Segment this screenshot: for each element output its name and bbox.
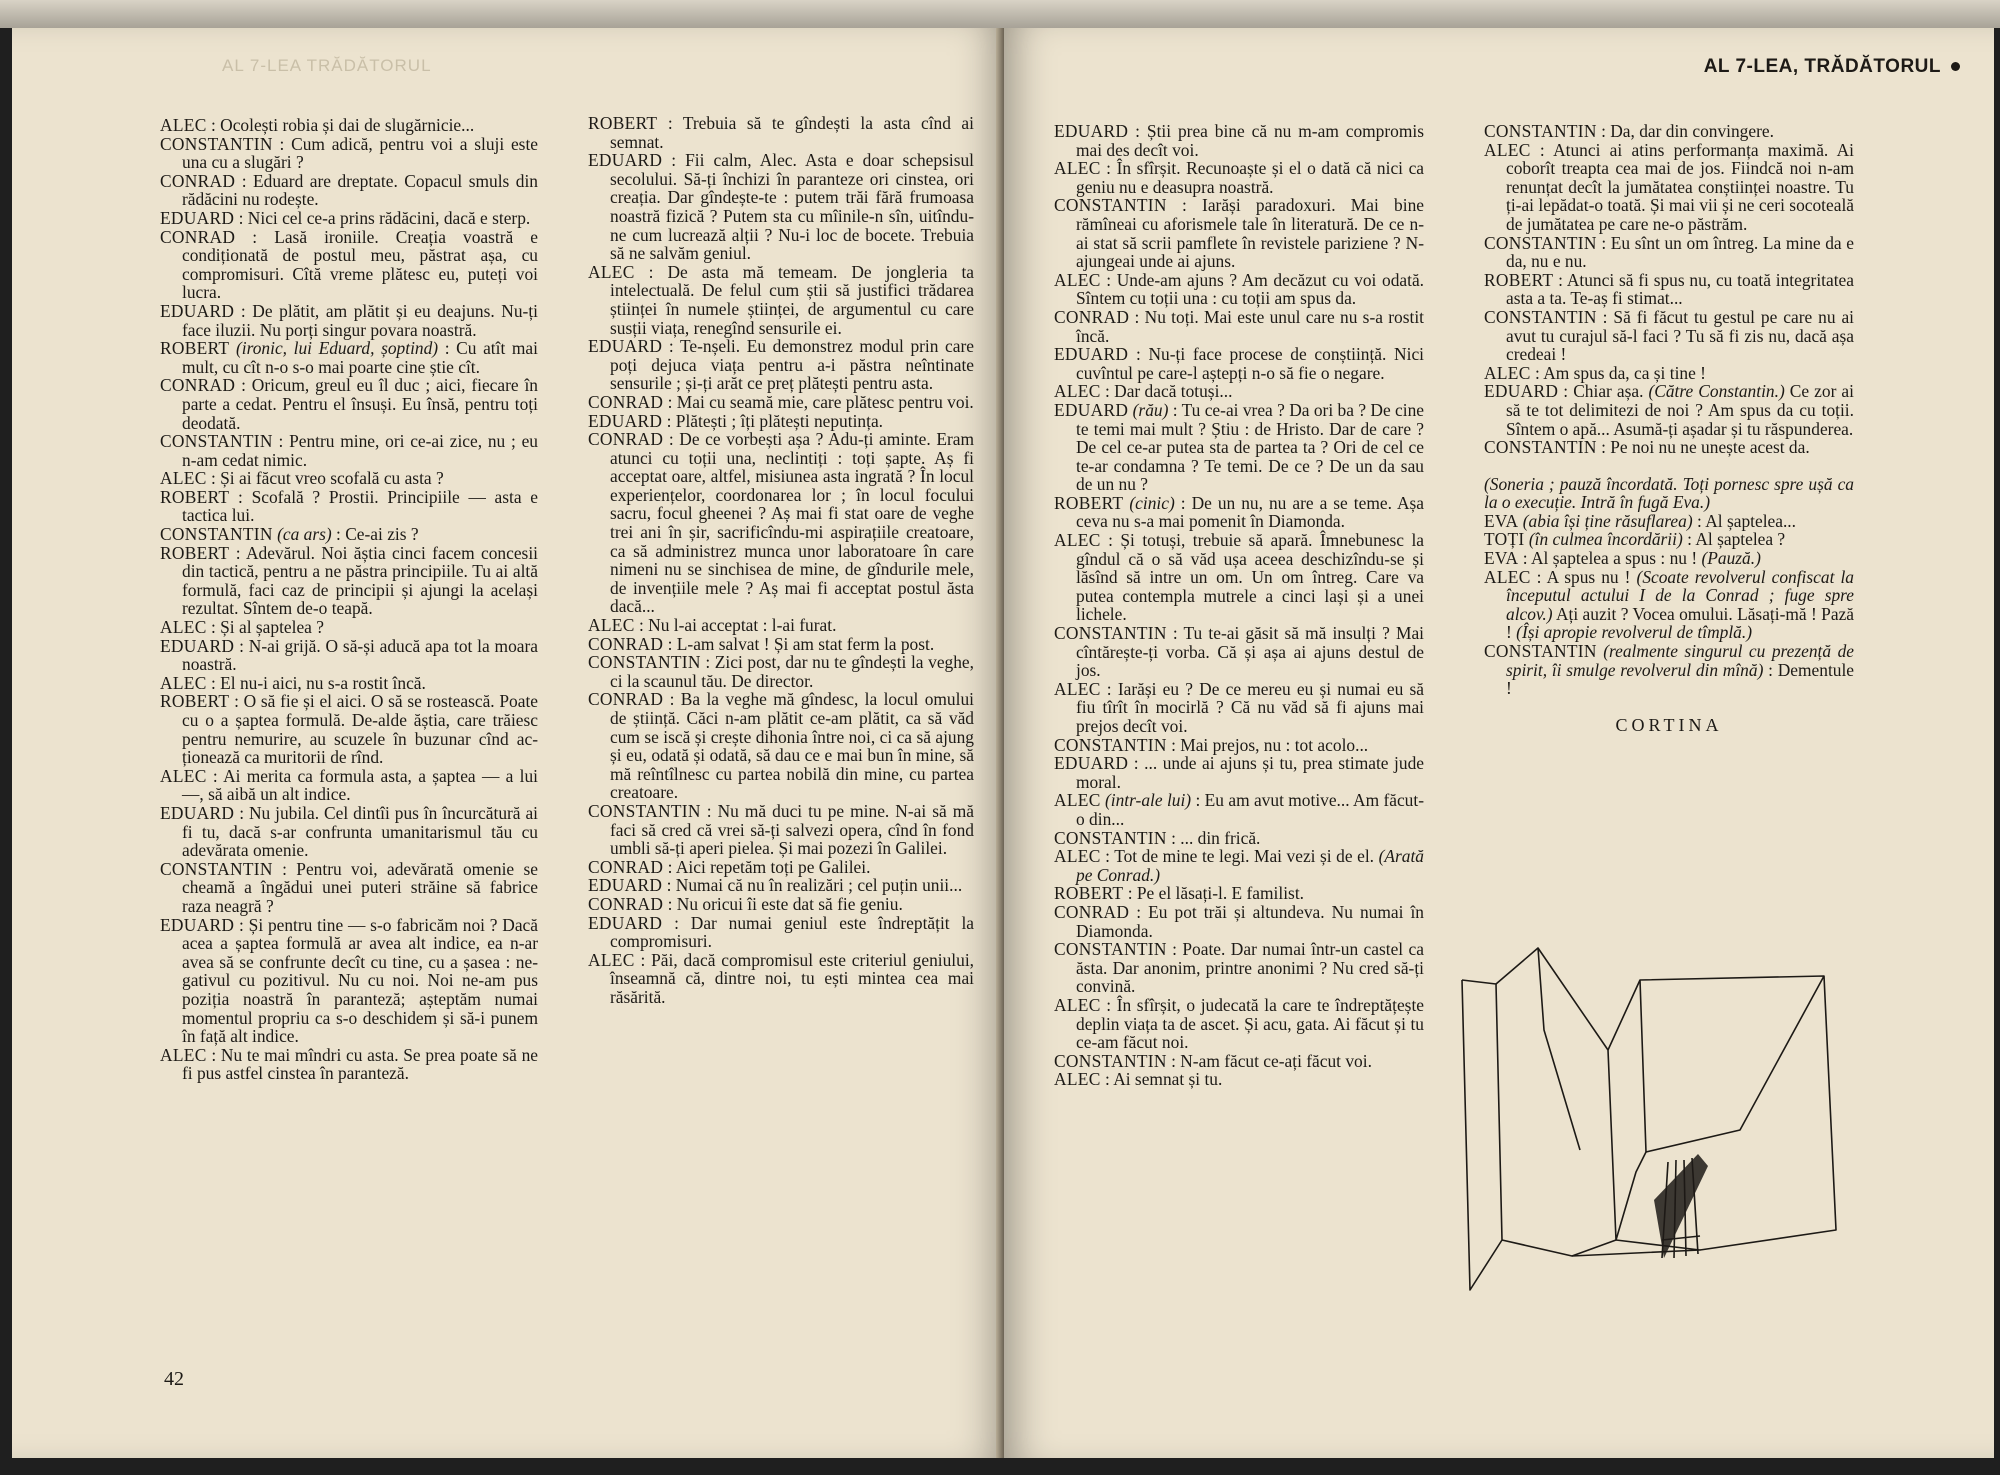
dialogue-line: ROBERT : Scofală ? Prostii. Principiile — asta e tactica lui. — [160, 486, 538, 526]
dialogue-text: Poate. Dar numai într-un castel ca ăsta. Dar anonim, printre anonimi ? Nu cred să-ți convină. — [1076, 939, 1424, 997]
dialogue-text: De plătit, am plătit și eu deajuns. Nu-ți face iluzii. Nu porți singur povara noastră. — [182, 300, 539, 340]
dialogue-text: Eduard are dreptate. Copacul smuls din rădăcini nu rodește. — [182, 170, 538, 210]
text-column-4 — [1484, 122, 1854, 734]
speaker-name: ALEC — [588, 261, 635, 282]
dialogue-text: Cu atît mai mult, cu cît n-o s-o mai poarte cine știe cît. — [182, 338, 538, 377]
stage-set-drawing — [1440, 940, 1860, 1300]
dialogue-line: EDUARD : Te-nșeli. Eu demonstrez modul prin care poți dejuca viața pentru a-i păstra neîntinate sensurile ; și-ți arăt ce preț plătești pentru asta. — [588, 336, 975, 394]
speaker-name: EVA — [1484, 548, 1519, 569]
dialogue-line: ALEC : Și ai făcut vreo scofală cu asta ? — [160, 468, 444, 489]
speaker-name: ALEC — [160, 765, 207, 786]
dialogue-line: CONRAD : Mai cu seamă mie, care plătesc pentru voi. — [588, 391, 974, 412]
speaker-name: EDUARD — [588, 336, 663, 357]
speaker-name: ALEC — [1054, 790, 1101, 811]
speaker-name: ALEC — [1054, 269, 1101, 290]
speaker-name: ROBERT — [160, 338, 230, 359]
dialogue-text: Pe noi nu ne unește acest da. — [1610, 437, 1810, 458]
dialogue-line: EDUARD (rău) : Tu ce-ai vrea ? Da ori ba ? De cine te temi mai mult ? Știu : de Hristo. Dar de care ? De cel ce-ar putea sta de partea ta ? Ori de cel ce te-ar condamna ? Te temi. De ce ? De un da sau de un nu ? — [1054, 399, 1424, 495]
dialogue-text: Ocolești robia și dai de slugărnicie... — [220, 115, 475, 135]
stage-direction: (în culmea încordării) — [1528, 529, 1683, 550]
dialogue-text: Scofală ? Prostii. Principiile — asta e tactica lui. — [182, 486, 538, 526]
speaker-name: EDUARD — [1054, 121, 1129, 141]
dialogue-text: Tot de mine te legi. Mai vezi și de el. — [1114, 846, 1375, 867]
dialogue-text: Eu pot trăi și altundeva. Nu numai în Diamonda. — [1076, 901, 1424, 941]
dialogue-text: Și pentru tine — s-o fabricăm noi ? Dacă acea a șaptea formulă ar avea alt indice, ea n-ar avea să se confrunte decît cu tine, cu a șasea : negativul cu pozitivul. Nu cu noi. Noi ne-am pus poziția noastră în paranteză; așteptăm numai momentul propriu ca s-o deschidem și să-i punem în față alt indice. — [182, 914, 538, 1047]
stage-direction: (Scoate revolverul confiscat la începutul actului I de la Conrad ; fuge spre alcov.) — [1506, 566, 1854, 624]
dialogue-line: ROBERT : Trebuia să te gîndești la asta cînd ai semnat. — [588, 113, 974, 152]
dialogue-line: ROBERT : Adevărul. Noi ăștia cinci facem concesii din tactică, pentru a ne păstra principiile. Tu ai altă formulă, faci caz de principii și ajungi la același rezultat. Sîntem de-o teapă. — [160, 542, 538, 619]
dialogue-text: A spus nu ! — [1546, 566, 1631, 587]
dialogue-line: CONSTANTIN : Pentru voi, adevărată omenie se cheamă a îngădui unei puteri străine să fabrice raza neagră ? — [160, 858, 538, 916]
dialogue-line: EVA : Al șaptelea a spus : nu ! (Pauză.) — [1484, 548, 1761, 569]
dialogue-text: Aici repetăm toți pe Galilei. — [675, 856, 871, 877]
stage-direction: (realmente singurul cu prezență de spirit, îi smulge revolverul din mînă) — [1506, 641, 1854, 680]
speaker-name: CONRAD — [588, 856, 664, 877]
speaker-name: EDUARD — [588, 410, 663, 431]
speaker-name: ALEC — [1054, 1069, 1101, 1090]
dialogue-text: Ați auzit ? Vocea omului. Lăsați-mă ! Pază ! — [1506, 603, 1855, 643]
speaker-name: CONRAD — [160, 226, 236, 247]
dialogue-line: CONRAD : Nu oricui îi este dat să fie geniu. — [588, 893, 903, 914]
dialogue-line: CONRAD : Ba la veghe mă gîndesc, la locul omului de știință. Căci n-am plătit ce-am plătit, ca să văd cum se iscă și crește dihonia între noi, ci ca să ajung și eu, odată și odată, să dau ce e mai bun în mine, să mă reîntîlnesc cu partea nobilă din mine, cu partea creatoare. — [588, 689, 974, 803]
dialogue-line: ROBERT (ironic, lui Eduard, șoptind) : Cu atît mai mult, cu cît n-o s-o mai poarte cine știe cît. — [160, 338, 538, 377]
dialogue-line: CONRAD : De ce vorbești așa ? Adu-ți aminte. Eram atunci cu toții una, neclintiți : toți șapte. Aș fi acceptat oare, altfel, misiunea asta ingrată ? În locul experiențelor, coordonarea lor ; în locul focului sacru, focul gheenei ? Aș mai fi stat oare de veghe trei ani în șir, sacrificîndu-mi aspirațiile creatoare, ca să administrez munca unor laboratoare în care nimeni nu se sinchisea de mine, de gîndurile mele, de invențiile mele ? Aș mai fi acceptat postul ăsta dacă... — [588, 429, 974, 617]
dialogue-text: Plătești ; îți plătești neputința. — [675, 410, 884, 431]
dialogue-text: Ce zor ai să te tot delimitezi de noi ? Am spus da cu toții. Sîntem o apă... Asumă-ți așadar și tu răspunderea. — [1506, 381, 1854, 439]
dialogue-text: Al șaptelea a spus : nu ! — [1530, 548, 1698, 569]
dialogue-line: ALEC : Iarăși eu ? De ce mereu eu și numai eu să fiu tîrît în mocirlă ? Că nu văd să fi ajuns mai prejos decît voi. — [1054, 678, 1425, 736]
speaker-name: ROBERT — [160, 486, 230, 507]
dialogue-line: EVA (abia își ține răsuflarea) : Al șaptelea... — [1484, 510, 1797, 531]
speaker-name: CONSTANTIN — [1054, 734, 1167, 755]
dialogue-text: Nu jubila. Cel dintîi pus în încurcătură ai fi tu, dacă s-ar confrunta umanitarismul tău cu adevărata omenie. — [182, 802, 539, 861]
dialogue-text: Păi, dacă compromisul este criteriul geniului, înseamnă că, dintre noi, tu ești mintea cea mai răsărită. — [610, 949, 974, 1007]
dialogue-text: Nu toți. Mai este unul care nu s-a rostit încă. — [1076, 306, 1424, 346]
dialogue-text: Mai prejos, nu : tot acolo... — [1180, 734, 1369, 755]
speaker-name: ALEC — [1054, 530, 1101, 551]
speaker-name: CONSTANTIN — [1484, 306, 1597, 327]
speaker-name: EDUARD — [1484, 381, 1559, 402]
dialogue-text: Ai semnat și tu. — [1113, 1069, 1223, 1090]
dialogue-text: Dementule ! — [1506, 659, 1855, 699]
speaker-name: CONRAD — [588, 391, 664, 412]
speaker-name: ALEC — [588, 615, 635, 636]
speaker-name: EDUARD — [160, 914, 235, 935]
dialogue-line: EDUARD : Numai că nu în realizări ; cel puțin unii... — [588, 875, 963, 896]
text-column-3 — [1054, 122, 1424, 1089]
dialogue-text: Pentru mine, ori ce-ai zice, nu ; eu n-am cedat nimic. — [182, 431, 538, 470]
speaker-name: CONSTANTIN — [1484, 121, 1597, 141]
dialogue-line: EDUARD : De plătit, am plătit și eu deajuns. Nu-ți face iluzii. Nu porți singur povara noastră. — [160, 300, 539, 340]
dialogue-text: Al șaptelea ? — [1695, 529, 1786, 550]
dialogue-text: Cum adică, pentru voi a sluji este una cu a slugări ? — [182, 133, 538, 173]
dialogue-line: CONRAD : Lasă ironiile. Creația voastră e condiționată de postul meu, păstrat așa, cu compromisuri. Cîtă vreme plătesc eu, puteți voi lucra. — [160, 226, 538, 303]
speaker-name: CONRAD — [588, 633, 664, 654]
dialogue-text: Nu-ți face procese de conștiință. Nici cuvîntul pe care-l aștepți n-o să fie o negare. — [1076, 344, 1425, 383]
dialogue-line: TOȚI (în culmea încordării) : Al șaptelea ? — [1484, 529, 1786, 550]
dialogue-line: EDUARD : N-ai grijă. O să-și aducă apa tot la moara noastră. — [160, 635, 539, 675]
stage-direction: (cinic) — [1129, 492, 1175, 513]
dialogue-text: Nu oricui îi este dat să fie geniu. — [676, 893, 903, 914]
dialogue-line: CONRAD : Nu toți. Mai este unul care nu s-a rostit încă. — [1054, 306, 1424, 346]
speaker-name: CONSTANTIN — [160, 858, 273, 879]
speaker-name: CONSTANTIN — [1484, 232, 1597, 253]
dialogue-text: Nu te mai mîndri cu asta. Se prea poate să ne fi pus astfel cinstea în paranteză. — [182, 1044, 539, 1084]
speaker-name: CONSTANTIN — [160, 524, 273, 545]
dialogue-line: CONSTANTIN : Poate. Dar numai într-un castel ca ăsta. Dar anonim, printre anonimi ? Nu cred să-ți convină. — [1054, 939, 1424, 997]
dialogue-line: CONSTANTIN : ... din frică. — [1054, 827, 1261, 848]
dialogue-text: Nici cel ce-a prins rădăcini, dacă e sterp. — [247, 207, 531, 228]
speaker-name: EDUARD — [588, 912, 663, 933]
dialogue-text: Și al șaptelea ? — [220, 617, 324, 638]
dialogue-line: EDUARD : ... unde ai ajuns și tu, prea stimate jude moral. — [1054, 753, 1424, 792]
speaker-name: ALEC — [1054, 158, 1101, 179]
bullet-icon — [1951, 62, 1960, 71]
dialogue-line: CONRAD : Eduard are dreptate. Copacul smuls din rădăcini nu rodește. — [160, 170, 538, 210]
stage-direction: (abia își ține răsuflarea) — [1522, 510, 1693, 531]
speaker-name: CONRAD — [1054, 901, 1130, 922]
dialogue-text: Am spus da, ca și tine ! — [1543, 362, 1706, 383]
speaker-name: ALEC — [1484, 362, 1531, 383]
speaker-name: CONSTANTIN — [160, 431, 273, 452]
stage-direction-block: (Soneria ; pauză încordată. Toți pornesc spre ușă ca la o execuție. Intră în fugă Eva.) — [1484, 473, 1854, 513]
speaker-name: EDUARD — [160, 802, 235, 823]
dialogue-line: EDUARD : Nu-ți face procese de conștiință. Nici cuvîntul pe care-l aștepți n-o să fie o negare. — [1054, 344, 1425, 383]
text-column-1 — [160, 116, 538, 1083]
dialogue-line: EDUARD : Nu jubila. Cel dintîi pus în încurcătură ai fi tu, dacă s-ar confrunta umanitarismul tău cu adevărata omenie. — [160, 802, 539, 861]
book-binding-edge — [0, 0, 2000, 28]
dialogue-line: ALEC : Și al șaptelea ? — [160, 617, 324, 638]
dialogue-line: CONSTANTIN : Mai prejos, nu : tot acolo... — [1054, 734, 1369, 755]
dialogue-line: ROBERT : O să fie și el aici. O să se rostească. Poate cu o a șaptea formulă. De-alde ăștia, care trăiesc pentru nemurire, au scuzele în buzunar cînd acționează ca muritorii de rînd. — [160, 691, 538, 768]
dialogue-line: CONRAD : Aici repetăm toți pe Galilei. — [588, 856, 871, 877]
dialogue-text: Mai cu seamă mie, care plătesc pentru voi. — [676, 391, 974, 412]
dialogue-text: Adevărul. Noi ăștia cinci facem concesii din tactică, pentru a ne păstra principiile. Tu ai altă formulă, faci caz de principii și ajungi la același rezultat. Sîntem de-o teapă. — [182, 542, 538, 619]
dialogue-line: CONSTANTIN (realmente singurul cu prezență de spirit, îi smulge revolverul din mînă) : Dementule ! — [1484, 641, 1855, 699]
dialogue-text: Tu te-ai găsit să mă insulți ? Mai cîntărește-ți vorba. Că și așa ai ajuns destul de jos. — [1076, 623, 1425, 681]
speaker-name: EDUARD — [160, 635, 235, 656]
dialogue-text: În sfîrșit, o judecată la care te îndreptățește deplin viața ta de ascet. Și acu, gata. Ai făcut și tu ce-am făcut noi. — [1076, 994, 1424, 1053]
dialogue-line: CONSTANTIN : Eu sînt un om întreg. La mine da e da, nu e nu. — [1484, 232, 1854, 272]
stage-direction: (Către Constantin.) — [1648, 381, 1785, 402]
speaker-name: CONRAD — [160, 375, 236, 396]
dialogue-line: ALEC : Și totuși, trebuie să apară. Îmnebunesc la gîndul că o să văd ușa aceea deschizîndu-se și lăsînd să intre un om. Un om întreg. Care va putea contempla mutrele a cinci lași și a unei lichele. — [1054, 530, 1424, 625]
speaker-name: ALEC — [1054, 678, 1101, 699]
speaker-name: ALEC — [160, 468, 207, 489]
dialogue-line: ALEC : El nu-i aici, nu s-a rostit încă. — [160, 672, 426, 693]
dialogue-line: ROBERT : Pe el lăsați-l. E familist. — [1054, 883, 1304, 904]
stage-direction: (rău) — [1132, 399, 1169, 420]
speaker-name: ROBERT — [588, 113, 658, 133]
dialogue-line: CONSTANTIN : Să fi făcut tu gestul pe care nu ai avut tu curajul să-l faci ? Tu să fi zis nu, dacă așa credeai ! — [1484, 306, 1855, 365]
dialogue-text: Să fi făcut tu gestul pe care nu ai avut tu curajul să-l faci ? Tu să fi zis nu, dacă așa credeai ! — [1506, 306, 1855, 365]
dialogue-line: EDUARD : Știi prea bine că nu m-am compromis mai des decît voi. — [1054, 121, 1424, 160]
stage-direction: (Își apropie revolverul de tîmplă.) — [1516, 622, 1752, 643]
stage-direction: (ca ars) — [277, 524, 332, 545]
speaker-name: ALEC — [1054, 846, 1101, 867]
speaker-name: EDUARD — [160, 207, 235, 228]
dialogue-line: ALEC : Păi, dacă compromisul este criteriul geniului, înseamnă că, dintre noi, tu ești mintea cea mai răsărită. — [588, 949, 974, 1007]
dialogue-text: De asta mă temeam. De jongleria ta intelectuală. De felul cum știi să justifici trădarea științei în numele științei, de argumentul cu care susții viața, renegînd sensurile ei. — [610, 261, 974, 338]
stage-direction: (intr-ale lui) — [1104, 790, 1192, 811]
dialogue-line: CONSTANTIN : Nu mă duci tu pe mine. N-ai să mă faci să cred că vrei să-ți salvezi opera, cînd în fond umbli să-ți aperi pielea. Și mai pozezi în Galilei. — [588, 800, 975, 859]
speaker-name: ROBERT — [1054, 492, 1124, 513]
dialogue-line: ALEC : Unde-am ajuns ? Am decăzut cu voi odată. Sîntem cu toții una : cu toții am spus da. — [1054, 269, 1425, 309]
stage-direction: (ironic, lui Eduard, șoptind) — [235, 338, 439, 359]
speaker-name: ALEC — [1054, 381, 1101, 402]
speaker-name: CONSTANTIN — [1054, 939, 1167, 960]
speaker-name: CONSTANTIN — [1054, 623, 1167, 644]
dialogue-text: Zici post, dar nu te gîndești la veghe, ci la scaunul tău. De director. — [610, 652, 974, 691]
dialogue-text: Atunci ai atins performanța maximă. Ai coborît treapta cea mai de jos. Fiindcă noi n-am renunțat decît la jumătatea conștiinței noastre. Tu ți-ai lepădat-o toată. Și mai vii și ne ceri socoteală de jumătatea pe care ne-o păstrăm. — [1506, 139, 1854, 234]
dialogue-text: El nu-i aici, nu s-a rostit încă. — [220, 672, 426, 693]
speaker-name: CONRAD — [588, 429, 664, 450]
dialogue-line: ALEC : Ai semnat și tu. — [1054, 1069, 1223, 1090]
dialogue-text: Dar numai geniul este îndreptățit la compromisuri. — [610, 912, 974, 952]
dialogue-text: L-am salvat ! Și am stat ferm la post. — [676, 633, 935, 654]
dialogue-text: Eu am avut motive... Am făcut-o din... — [1076, 790, 1425, 829]
dialogue-text: Numai că nu în realizări ; cel puțin unii... — [675, 875, 963, 896]
speaker-name: ROBERT — [1054, 883, 1124, 904]
dialogue-line: CONSTANTIN : Iarăși paradoxuri. Mai bine rămîneai cu aforismele tale în literatură. De ce n-ai stat să scrii pamflete în revistele pariziene ? N-ajungeai unde ai ajuns. — [1054, 195, 1424, 272]
speaker-name: CONRAD — [160, 170, 236, 191]
dialogue-line: ROBERT (cinic) : De un nu, nu are a se teme. Așa ceva nu s-a mai pomenit în Diamonda. — [1054, 492, 1424, 532]
dialogue-line: ROBERT : Atunci să fi spus nu, cu toată integritatea asta a ta. Te-aș fi stimat... — [1484, 269, 1854, 309]
dialogue-line: EDUARD : Plătești ; îți plătești neputința. — [588, 410, 884, 431]
dialogue-line: ALEC : În sfîrșit, o judecată la care te îndreptățește deplin viața ta de ascet. Și acu, gata. Ai făcut și tu ce-am făcut noi. — [1054, 994, 1424, 1053]
speaker-name: ALEC — [588, 949, 635, 970]
dialogue-line: CONSTANTIN : N-am făcut ce-ați făcut voi. — [1054, 1050, 1372, 1071]
running-head-text: AL 7-LEA, TRĂDĂTORUL — [1703, 56, 1941, 77]
dialogue-line: ALEC : Ocolești robia și dai de slugărnicie... — [160, 115, 475, 135]
dialogue-line: ALEC : A spus nu ! (Scoate revolverul confiscat la începutul actului I de la Conrad ; fuge spre alcov.) Ați auzit ? Vocea omului. Lăsați-mă ! Pază ! (Își apropie revolverul de tîmplă.) — [1484, 566, 1855, 643]
dialogue-text: Atunci să fi spus nu, cu toată integritatea asta a ta. Te-aș fi stimat... — [1506, 269, 1854, 309]
dialogue-text: Și totuși, trebuie să apară. Îmnebunesc la gîndul că o să văd ușa aceea deschizîndu-se și lăsînd să intre un om. Un om întreg. Care va putea contempla mutrele a cinci lași și a unei lichele. — [1076, 530, 1424, 625]
dialogue-line: ALEC : În sfîrșit. Recunoaște și el o dată că nici ca geniu nu e deasupra noastră. — [1054, 158, 1425, 197]
speaker-name: CONSTANTIN — [588, 652, 701, 673]
dialogue-text: Nu l-ai acceptat : l-ai furat. — [648, 615, 837, 636]
dialogue-text: Tu ce-ai vrea ? Da ori ba ? De cine te temi mai mult ? Știu : de Hristo. Dar de care ? De cel ce-ar putea sta de partea ta ? Ori de cel ce te-ar condamna ? Te temi. De ce ? De un da sau de un nu ? — [1076, 399, 1424, 495]
dialogue-text: Chiar așa. — [1573, 381, 1644, 402]
dialogue-line: CONRAD : Oricum, greul eu îl duc ; aici, fiecare în parte a cedat. Pentru el însuși. Eu însă, pentru toți deodată. — [160, 375, 538, 433]
dialogue-text: ... unde ai ajuns și tu, prea stimate jude moral. — [1076, 753, 1424, 792]
dialogue-text: Știi prea bine că nu m-am compromis mai des decît voi. — [1076, 121, 1424, 160]
speaker-name: CONRAD — [588, 689, 664, 710]
dialogue-text: N-am făcut ce-ați făcut voi. — [1180, 1050, 1372, 1071]
speaker-name: CONRAD — [588, 893, 664, 914]
speaker-name: CONSTANTIN — [1054, 827, 1167, 848]
dialogue-line: ALEC : Am spus da, ca și tine ! — [1484, 362, 1706, 383]
speaker-name: ALEC — [1054, 994, 1101, 1015]
dialogue-text: În sfîrșit. Recunoaște și el o dată că nici ca geniu nu e deasupra noastră. — [1076, 158, 1425, 197]
dialogue-line: ALEC : Tot de mine te legi. Mai vezi și de el. (Arată pe Conrad.) — [1054, 846, 1424, 885]
dialogue-text: Unde-am ajuns ? Am decăzut cu voi odată. Sîntem cu toții una : cu toții am spus da. — [1076, 269, 1425, 309]
speaker-name: EDUARD — [588, 875, 663, 896]
dialogue-text: Al șaptelea... — [1705, 510, 1797, 531]
dialogue-line: EDUARD : Nici cel ce-a prins rădăcini, dacă e sterp. — [160, 207, 531, 228]
dialogue-line: CONSTANTIN : Zici post, dar nu te gîndești la veghe, ci la scaunul tău. De director. — [588, 652, 974, 691]
speaker-name: EDUARD — [1054, 399, 1129, 420]
speaker-name: ALEC — [160, 617, 207, 638]
dialogue-line: ALEC : Dar dacă totuși... — [1054, 381, 1233, 402]
dialogue-line: EDUARD : Fii calm, Alec. Asta e doar schepsisul secolului. Să-ți închizi în paranteze ori cinstea, ori creația. Dar gîndește-te : putem trăi fără frumoasa noastră fizică ? Putem sta cu mîinile-n sîn, uitîndu-ne cum lucrează alții ? Nu-i loc de bocete. Trebuia să ne salvăm geniul. — [588, 150, 974, 264]
dialogue-line: CONSTANTIN : Pe noi nu ne unește acest da. — [1484, 437, 1810, 458]
speaker-name: EDUARD — [1054, 344, 1129, 365]
dialogue-text: Te-nșeli. Eu demonstrez modul prin care poți dejuca viața pentru a-i păstra neîntinate sensurile ; și-ți arăt ce preț plătești pentru asta. — [610, 336, 975, 394]
speaker-name: ALEC — [1484, 566, 1531, 587]
text-column-2 — [588, 114, 974, 1007]
speaker-name: EVA — [1484, 510, 1519, 531]
speaker-name: CONRAD — [1054, 306, 1130, 327]
dialogue-text: Ba la veghe mă gîndesc, la locul omului de știință. Căci n-am plătit ce-am plătit, ca să văd cum se iscă și crește dihonia între noi, ci ca să ajung și eu, odată și odată, să dau ce e mai bun în mine, să mă reîntîlnesc cu partea nobilă din mine, cu partea creatoare. — [610, 689, 974, 803]
dialogue-text: Nu mă duci tu pe mine. N-ai să mă faci să cred că vrei să-ți salvezi opera, cînd în fond umbli să-ți aperi pielea. Și mai pozezi în Galilei. — [610, 800, 975, 859]
stage-direction: (Pauză.) — [1701, 548, 1761, 569]
dialogue-text: Pentru voi, adevărată omenie se cheamă a îngădui unei puteri străine să fabrice raza neagră ? — [182, 858, 538, 916]
dialogue-text: Iarăși eu ? De ce mereu eu și numai eu să fiu tîrît în mocirlă ? Că nu văd să fi ajuns mai prejos decît voi. — [1076, 678, 1425, 736]
dialogue-line: EDUARD : Dar numai geniul este îndreptățit la compromisuri. — [588, 912, 974, 952]
running-head — [1704, 56, 1960, 78]
speaker-name: EDUARD — [1054, 753, 1129, 774]
dialogue-text: Pe el lăsați-l. E familist. — [1136, 883, 1304, 904]
dialogue-text: Ai merita ca formula asta, a șaptea — a lui —, să aibă un alt indice. — [182, 765, 538, 805]
dialogue-line: ALEC : Atunci ai atins performanța maximă. Ai coborît treapta cea mai de jos. Fiindcă noi n-am renunțat decît la jumătatea conștiinței noastre. Tu ți-ai lepădat-o toată. Și mai vii și ne ceri socoteală de jumătatea pe care ne-o păstrăm. — [1484, 139, 1854, 234]
dialogue-text: Eu sînt un om întreg. La mine da e da, nu e nu. — [1506, 232, 1854, 272]
left-page — [12, 28, 1004, 1458]
speaker-name: CONSTANTIN — [588, 800, 701, 821]
speaker-name: CONSTANTIN — [160, 133, 273, 154]
dialogue-text: Fii calm, Alec. Asta e doar schepsisul secolului. Să-ți închizi în paranteze ori cinstea, ori creația. Dar gîndește-te : putem trăi fără frumoasa noastră fizică ? Putem sta cu mîinile-n sîn, uitîndu-ne cum lucrează alții ? Nu-i loc de bocete. Trebuia să ne salvăm geniul. — [610, 150, 974, 264]
dialogue-line: CONSTANTIN : Pentru mine, ori ce-ai zice, nu ; eu n-am cedat nimic. — [160, 431, 538, 470]
dialogue-text: O să fie și el aici. O să se rostească. Poate cu o a șaptea formulă. De-alde ăștia, care trăiesc pentru nemurire, au scuzele în buzunar cînd acționează ca muritorii de rînd. — [182, 691, 538, 768]
speaker-name: CONSTANTIN — [1054, 195, 1167, 216]
dialogue-line: CONRAD : L-am salvat ! Și am stat ferm la post. — [588, 633, 935, 654]
dialogue-line: ALEC : De asta mă temeam. De jongleria ta intelectuală. De felul cum știi să justifici trădarea științei în numele științei, de argumentul cu care susții viața, renegînd sensurile ei. — [588, 261, 974, 338]
dialogue-text: Ce-ai zis ? — [345, 524, 419, 545]
dialogue-text: Și ai făcut vreo scofală cu asta ? — [220, 468, 444, 489]
speaker-name: ROBERT — [160, 542, 230, 563]
speaker-name: ALEC — [160, 115, 207, 135]
dialogue-line: EDUARD : Și pentru tine — s-o fabricăm noi ? Dacă acea a șaptea formulă ar avea alt indice, ea n-ar avea să se confrunte decît cu tine, cu a șasea : negativul cu pozitivul. Nu cu noi. Noi ne-am pus poziția noastră în paranteză; așteptăm numai momentul propriu ca s-o deschidem și să-i punem în față alt indice. — [160, 914, 538, 1047]
speaker-name: ROBERT — [160, 691, 230, 712]
dialogue-text: Lasă ironiile. Creația voastră e condiționată de postul meu, păstrat așa, cu compromisuri. Cîtă vreme plătesc eu, puteți voi lucra. — [182, 226, 538, 303]
dialogue-line: ALEC : Nu l-ai acceptat : l-ai furat. — [588, 615, 837, 636]
stage-direction: (Arată pe Conrad.) — [1076, 846, 1424, 885]
dialogue-text: ... din frică. — [1180, 827, 1261, 848]
dialogue-text: Iarăși paradoxuri. Mai bine rămîneai cu aforismele tale în literatură. De ce n-ai stat să scrii pamflete în revistele pariziene ? N-ajungeai unde ai ajuns. — [1076, 195, 1424, 272]
dialogue-text: Da, dar din convingere. — [1610, 121, 1774, 141]
speaker-name: ALEC — [1484, 139, 1531, 160]
dialogue-line: CONSTANTIN (ca ars) : Ce-ai zis ? — [160, 524, 419, 545]
speaker-name: EDUARD — [160, 300, 235, 321]
speaker-name: EDUARD — [588, 150, 663, 171]
dialogue-text: Oricum, greul eu îl duc ; aici, fiecare în parte a cedat. Pentru el însuși. Eu însă, pentru toți deodată. — [182, 375, 538, 433]
dialogue-line: ALEC : Nu te mai mîndri cu asta. Se prea poate să ne fi pus astfel cinstea în paranteză. — [160, 1044, 539, 1084]
speaker-name: CONSTANTIN — [1054, 1050, 1167, 1071]
speaker-name: CONSTANTIN — [1484, 437, 1597, 458]
dialogue-text: De un nu, nu are a se teme. Așa ceva nu s-a mai pomenit în Diamonda. — [1076, 492, 1424, 532]
speaker-name: CONSTANTIN — [1484, 641, 1597, 662]
dialogue-line: CONSTANTIN : Tu te-ai găsit să mă insulți ? Mai cîntărește-ți vorba. Că și așa ai ajuns destul de jos. — [1054, 623, 1425, 681]
dialogue-line: ALEC : Ai merita ca formula asta, a șaptea — a lui —, să aibă un alt indice. — [160, 765, 538, 805]
page-number: 42 — [164, 1368, 184, 1390]
dialogue-line: ALEC (intr-ale lui) : Eu am avut motive... Am făcut-o din... — [1054, 790, 1425, 829]
dialogue-text: Trebuia să te gîndești la asta cînd ai semnat. — [610, 113, 974, 152]
dialogue-line: CONSTANTIN : Da, dar din convingere. — [1484, 121, 1774, 141]
left-running-head: AL 7-LEA TRĂDĂTORUL — [222, 56, 432, 75]
dialogue-text: De ce vorbești așa ? Adu-ți aminte. Eram atunci cu toții una, neclintiți : toți șapte. Aș fi acceptat oare, altfel, misiunea asta ingrată ? În locul experiențelor, coordonarea lor ; în locul focului sacru, focul gheenei ? Aș mai fi stat oare de veghe trei ani în șir, sacrificîndu-mi aspirațiile creatoare, ca să administrez munca unor laboratoare în care nimeni nu se sinchisea de mine, de gîndurile mele, de invențiile mele ? Aș mai fi acceptat postul ăsta dacă... — [610, 429, 974, 617]
dialogue-text: Dar dacă totuși... — [1114, 381, 1233, 402]
dialogue-text: N-ai grijă. O să-și aducă apa tot la moara noastră. — [182, 635, 539, 675]
curtain-text: CORTINA — [1615, 714, 1723, 735]
dialogue-line: EDUARD : Chiar așa. (Către Constantin.) Ce zor ai să te tot delimitezi de noi ? Am spus da cu toții. Sîntem o apă... Asumă-ți așadar și tu răspunderea. — [1484, 381, 1854, 439]
dialogue-line: CONSTANTIN : Cum adică, pentru voi a sluji este una cu a slugări ? — [160, 133, 538, 173]
speaker-name: ROBERT — [1484, 269, 1554, 290]
speaker-name: ALEC — [160, 672, 207, 693]
dialogue-line: CONRAD : Eu pot trăi și altundeva. Nu numai în Diamonda. — [1054, 901, 1424, 941]
speaker-name: ALEC — [160, 1044, 207, 1065]
speaker-name: TOȚI — [1484, 529, 1525, 550]
